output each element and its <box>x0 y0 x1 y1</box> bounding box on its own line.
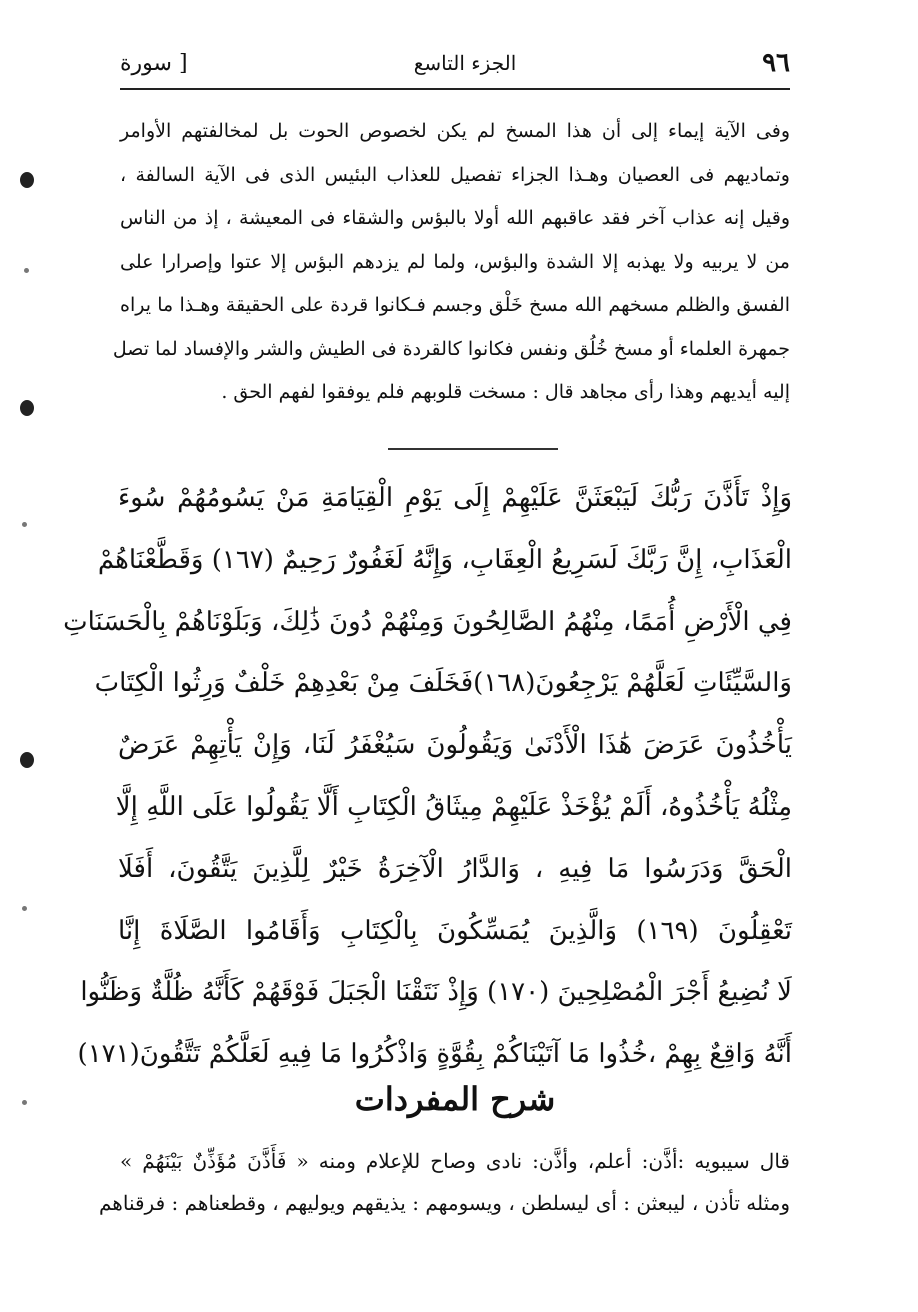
scan-speck <box>22 522 27 527</box>
commentary-line: جمهرة العلماء أو مسخ خُلُق ونفس فكانوا كالقردة فى الطيش والشر والإفساد لما تصل <box>112 337 790 360</box>
commentary-line: وفى الآية إيماء إلى أن هذا المسخ لم يكن لخصوص الحوت بل لمخالفتهم الأوامر <box>120 120 790 142</box>
scan-speck <box>20 400 34 416</box>
page-header <box>120 38 790 88</box>
quote-underline <box>388 448 558 450</box>
verse-line: مِثْلُهُ يَأْخُذُوهُ، أَلَمْ يُؤْخَذْ عَلَيْهِمْ مِيثَاقُ الْكِتَابِ أَلَّا يَقُولُوا عَلَى اللَّهِ إِلَّا <box>115 791 792 822</box>
scan-speck <box>20 752 34 768</box>
section-heading: شرح المفردات <box>354 1080 556 1118</box>
page-number: ٩٦ <box>762 48 790 78</box>
verse-line: أَنَّهُ وَاقِعٌ بِهِمْ ،خُذُوا مَا آتَيْنَاكُمْ بِقُوَّةٍ وَاذْكُرُوا مَا فِيهِ لَعَلَّكُمْ تَتَّقُونَ(١٧١) <box>77 1039 792 1070</box>
commentary-line: وقيل إنه عذاب آخر فقد عاقبهم الله أولا بالبؤس والشقاء فى المعيشة ، إذ من الناس <box>120 207 790 229</box>
surah-label: [ سورة <box>120 50 188 76</box>
verse-line: وَإِذْ تَأَذَّنَ رَبُّكَ لَيَبْعَثَنَّ عَلَيْهِمْ إِلَى يَوْمِ الْقِيَامَةِ مَنْ يَسُومُهُمْ سُوءَ <box>118 483 792 513</box>
verse-line: لَا نُضِيعُ أَجْرَ الْمُصْلِحِينَ (١٧٠) وَإِذْ نَتَقْنَا الْجَبَلَ فَوْقَهُمْ كَأَنَّهُ ظُلَّةٌ وَظَنُّوا <box>80 977 792 1008</box>
glossary-paragraph <box>99 1140 790 1224</box>
verse-line: الْعَذَابِ، إِنَّ رَبَّكَ لَسَرِيعُ الْعِقَابِ، وَإِنَّهُ لَغَفُورٌ رَحِيمٌ (١٦٧) وَقَطَّعْنَاهُمْ <box>97 544 792 575</box>
glossary-line: قال سيبويه :أذَّن: أعلم، وأذَّن: نادى وصاح للإعلام ومنه « فَأَذَّنَ مُؤَذِّنٌ بَيْنَهُمْ » <box>120 1149 790 1173</box>
scan-speck <box>24 268 29 273</box>
verse-line: وَالسَّيِّئَاتِ لَعَلَّهُمْ يَرْجِعُونَ(١٦٨)فَخَلَفَ مِنْ بَعْدِهِمْ خَلْفٌ وَرِثُوا الْكِتَابَ <box>94 668 792 699</box>
scan-speck <box>20 172 34 188</box>
header-rule <box>120 88 790 90</box>
commentary-line: وتماديهم فى العصيان وهـذا الجزاء تفصيل للعذاب البئيس الذى فى الآية السالفة ، <box>120 163 790 186</box>
commentary-line: الفسق والظلم مسخهم الله مسخ خَلْق وجسم فـكانوا قردة على الحقيقة وهـذا ما يراه <box>120 294 790 316</box>
commentary-line: إليه أيديهم وهذا رأى مجاهد قال : مسخت قلوبهم فلم يوفقوا لفهم الحق . <box>221 381 790 403</box>
verse-line: الْحَقَّ وَدَرَسُوا مَا فِيهِ ، وَالدَّارُ الْآخِرَةُ خَيْرٌ لِلَّذِينَ يَتَّقُونَ، أَفَلَا <box>118 853 792 884</box>
commentary-line: من لا يربيه ولا يهذبه إلا الشدة والبؤس، ولما لم يزدهم البؤس إلا عتوا وإصرارا على <box>120 250 790 273</box>
quran-verses <box>63 468 792 1086</box>
verse-line: فِي الْأَرْضِ أُمَمًا، مِنْهُمُ الصَّالِحُونَ وَمِنْهُمْ دُونَ ذَٰلِكَ، وَبَلَوْنَاهُمْ بِالْحَسَنَاتِ <box>63 606 792 637</box>
glossary-line: ومثله تأذن ، ليبعثن : أى ليسلطن ، ويسومهم : يذيقهم ويوليهم ، وقطعناهم : فرقناهم <box>99 1191 790 1215</box>
part-title: الجزء التاسع <box>413 51 517 75</box>
scan-speck <box>22 906 27 911</box>
scan-speck <box>22 1100 27 1105</box>
verse-line: يَأْخُذُونَ عَرَضَ هَٰذَا الْأَدْنَىٰ وَيَقُولُونَ سَيُغْفَرُ لَنَا، وَإِنْ يَأْتِهِمْ عَرَضٌ <box>118 730 792 761</box>
verse-line: تَعْقِلُونَ (١٦٩) وَالَّذِينَ يُمَسِّكُونَ بِالْكِتَابِ وَأَقَامُوا الصَّلَاةَ إِنَّا <box>118 915 792 946</box>
commentary-paragraph <box>112 110 790 415</box>
